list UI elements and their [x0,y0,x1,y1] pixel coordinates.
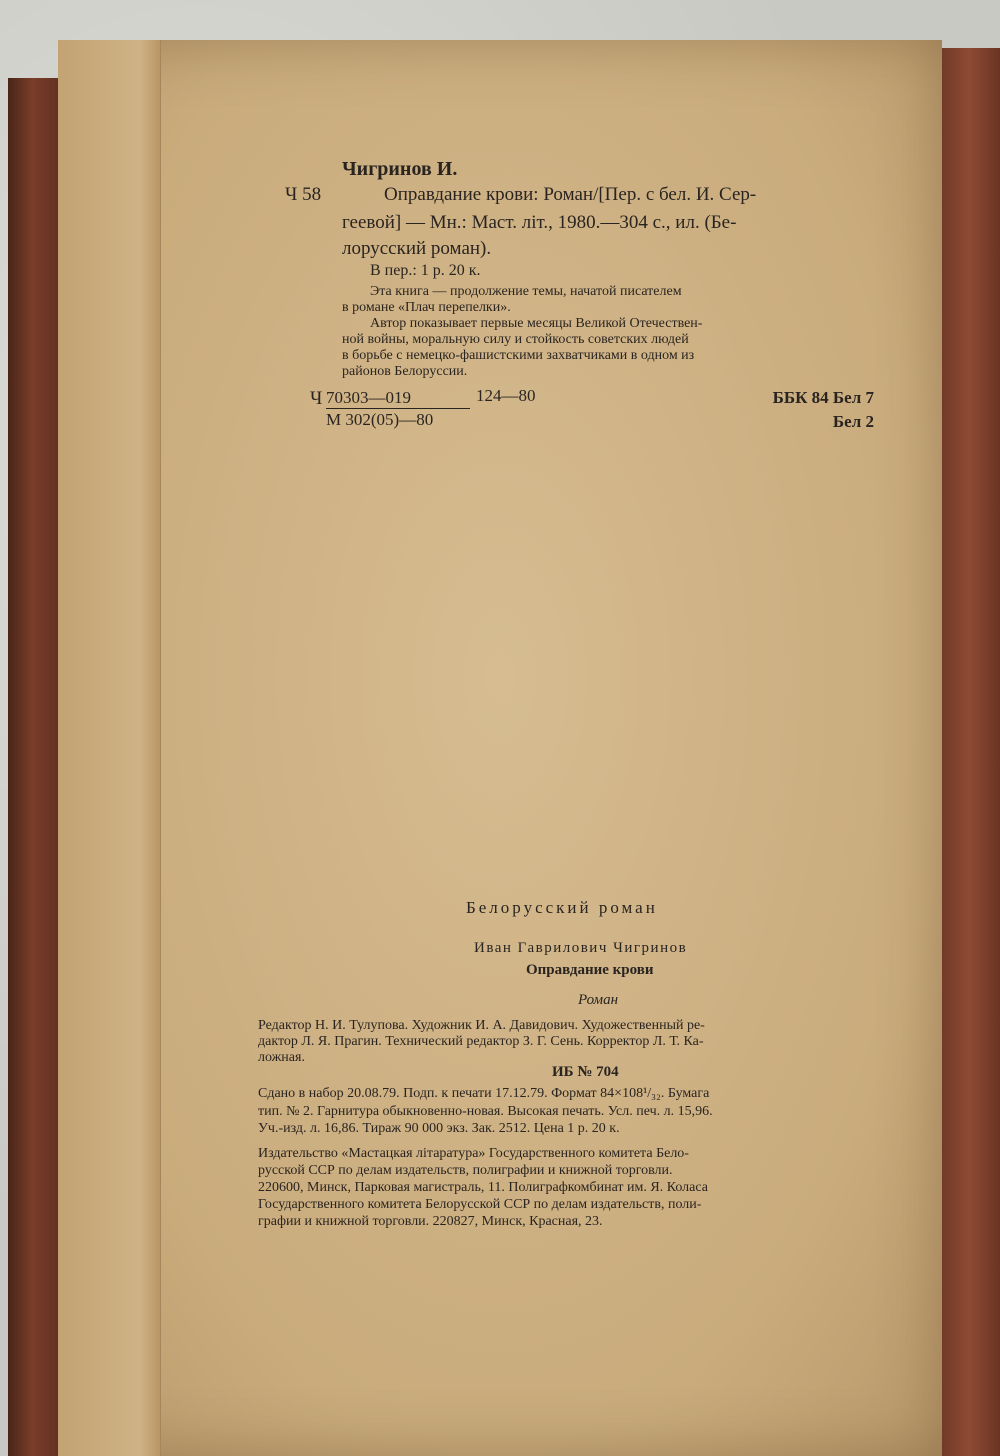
imprint-ib-number: ИБ № 704 [552,1064,619,1080]
imprint-publisher-line: Издательство «Мастацкая літаратура» Государственного комитета Бело- [258,1146,689,1161]
catalog-index-number: 124—80 [476,386,536,405]
imprint-editors-line: ложная. [258,1050,305,1065]
catalog-annotation-line: ной войны, моральную силу и стойкость советских людей [342,332,689,347]
book-page [58,40,942,1456]
imprint-genre: Роман [578,992,619,1008]
catalog-annotation-line: районов Белоруссии. [342,364,468,379]
page-gutter-strip [58,40,161,1456]
imprint-author: Иван Гаврилович Чигринов [474,940,688,956]
catalog-bbk-line2: Бел 2 [832,412,874,431]
imprint-editors-line: Редактор Н. И. Тулупова. Художник И. А. Давидович. Художественный ре- [258,1018,705,1033]
imprint-print-line: тип. № 2. Гарнитура обыкновенно-новая. Высокая печать. Усл. печ. л. 15,96. [258,1104,713,1119]
imprint-publisher-line: Государственного комитета Белорусской ССР по делам издательств, поли- [258,1197,702,1212]
catalog-index-numerator: 70303—019 [326,388,411,407]
catalog-author: Чигринов И. [342,158,458,180]
catalog-description-line: геевой] — Мн.: Маст. літ., 1980.—304 с., ил. (Бе- [342,212,737,233]
imprint-publisher-line: 220600, Минск, Парковая магистраль, 11. Полиграфкомбинат им. Я. Коласа [258,1180,708,1195]
catalog-classification-code: Ч 58 [285,184,322,205]
catalog-index-letter: Ч [310,388,323,409]
imprint-publisher-line: русской ССР по делам издательств, полиграфии и книжной торговли. [258,1163,673,1178]
catalog-annotation-line: в борьбе с немецко-фашистскими захватчиками в одном из [342,348,695,363]
catalog-bbk-line1: ББК 84 Бел 7 [772,388,874,407]
imprint-editors-line: дактор Л. Я. Прагин. Технический редактор З. Г. Сень. Корректор Л. Т. Ка- [258,1034,704,1049]
catalog-description-line: Оправдание крови: Роман/[Пер. с бел. И. Сер- [384,184,757,205]
book-cover-right-edge [938,48,1000,1456]
imprint-print-line: Уч.-изд. л. 16,86. Тираж 90 000 экз. Зак. 2512. Цена 1 р. 20 к. [258,1121,620,1136]
catalog-description-line: лорусский роман). [342,238,492,259]
imprint-publisher-line: графии и книжной торговли. 220827, Минск, Красная, 23. [258,1214,603,1229]
imprint-series: Белорусский роман [466,898,658,917]
catalog-annotation-line: Эта книга — продолжение темы, начатой писателем [370,284,682,299]
catalog-index-denominator: М 302(05)—80 [326,410,434,429]
imprint-print-line: Сдано в набор 20.08.79. Подп. к печати 17.12.79. Формат 84×108¹/₃₂. Бумага [258,1086,710,1101]
imprint-title: Оправдание крови [526,962,654,978]
catalog-annotation-line: Автор показывает первые месяцы Великой Отечествен- [370,316,703,331]
catalog-annotation-line: в романе «Плач перепелки». [342,300,511,315]
catalog-price: В пер.: 1 р. 20 к. [370,262,481,279]
catalog-index-fraction-bar [326,408,470,409]
